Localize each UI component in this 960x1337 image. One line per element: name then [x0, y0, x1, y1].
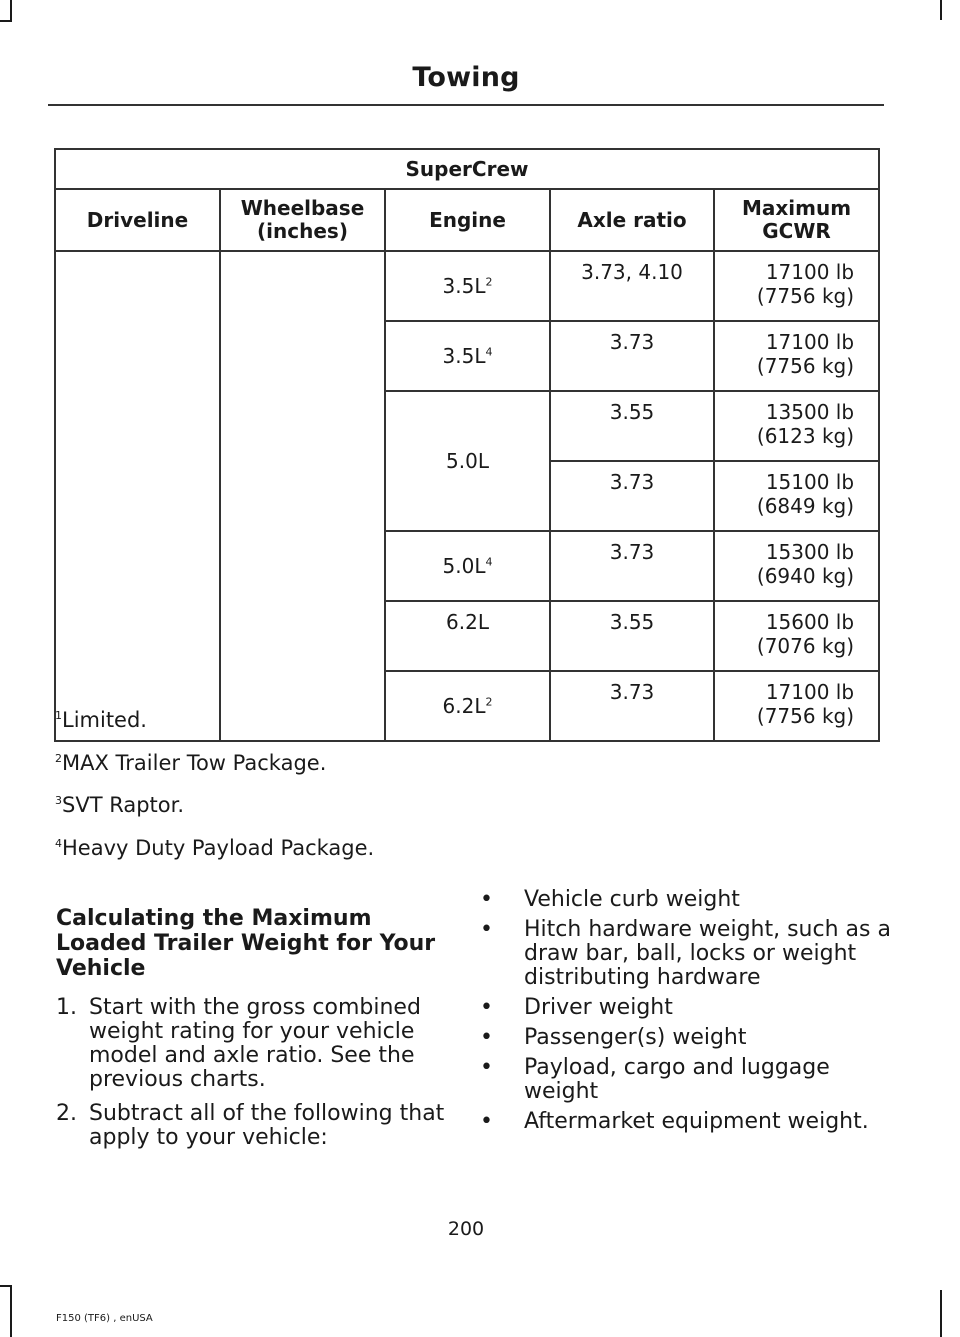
bullet-text: Vehicle curb weight — [524, 887, 740, 912]
list-item — [56, 996, 476, 1092]
gcwr-kg: (7076 kg) — [756, 634, 855, 658]
gcwr-cell — [714, 461, 879, 531]
gcwr-lb: 15100 lb — [765, 470, 855, 494]
list-item — [476, 996, 896, 1020]
bullet-text: Payload, cargo and luggage weight — [524, 1055, 830, 1104]
crop-mark-top-right — [940, 0, 942, 20]
gcwr-cell — [714, 391, 879, 461]
axle-cell: 3.73 — [550, 461, 714, 531]
gcwr-lb: 15600 lb — [765, 610, 855, 634]
engine-value: 5.0L — [446, 449, 489, 473]
list-item — [476, 1110, 896, 1134]
gcwr-kg: (7756 kg) — [756, 704, 855, 728]
bullet-dot-icon: • — [480, 1055, 493, 1080]
header-line: GCWR — [762, 219, 831, 243]
column-header-wheelbase — [220, 189, 385, 251]
table-header-row — [55, 189, 879, 251]
crop-mark-top-left-h — [0, 20, 12, 22]
table-row — [55, 251, 879, 321]
page-title: Towing — [412, 62, 520, 93]
list-item — [476, 1056, 896, 1104]
step-number: 1. — [56, 995, 77, 1020]
steps-list — [56, 996, 476, 1160]
footnote-number: 1 — [55, 709, 62, 722]
footnote-ref: 4 — [485, 345, 493, 359]
axle-cell: 3.73, 4.10 — [550, 251, 714, 321]
crop-mark-top-left — [10, 0, 12, 22]
gcwr-cell — [714, 601, 879, 671]
list-item — [476, 918, 896, 990]
bullet-text: Aftermarket equipment weight. — [524, 1109, 869, 1134]
footnote-number: 3 — [55, 794, 62, 807]
list-item — [476, 888, 896, 912]
engine-cell — [385, 601, 550, 671]
bullet-dot-icon: • — [480, 1109, 493, 1134]
header-line: Maximum — [741, 196, 852, 220]
gcwr-lb: 17100 lb — [765, 260, 855, 284]
axle-cell: 3.73 — [550, 321, 714, 391]
title-rule — [48, 104, 884, 106]
bullet-text: Hitch hardware weight, such as a draw bar, ball, locks or weight distributing hardware — [524, 917, 891, 990]
step-text: Start with the gross combined weight rating for your vehicle model and axle ratio. See the previous charts. — [89, 995, 421, 1092]
bullet-list — [476, 888, 896, 1140]
engine-cell — [385, 531, 550, 601]
bullet-dot-icon: • — [480, 887, 493, 912]
list-item — [56, 1102, 476, 1150]
list-item — [476, 1026, 896, 1050]
column-header-axle-ratio: Axle ratio — [550, 189, 714, 251]
engine-cell — [385, 671, 550, 741]
gcwr-kg: (7756 kg) — [756, 284, 855, 308]
footnote-text: Heavy Duty Payload Package. — [62, 836, 375, 860]
wheelbase-cell — [220, 251, 385, 741]
gcwr-cell — [714, 251, 879, 321]
footnote — [55, 708, 147, 732]
step-text: Subtract all of the following that apply to your vehicle: — [89, 1101, 445, 1150]
gcwr-lb: 17100 lb — [765, 680, 855, 704]
engine-value: 6.2L — [442, 694, 486, 718]
crop-mark-bottom-right — [940, 1290, 942, 1337]
crop-mark-bottom-left — [10, 1285, 12, 1337]
footnote-ref: 2 — [485, 275, 493, 289]
footnote-number: 2 — [55, 752, 62, 765]
gcwr-kg: (6123 kg) — [756, 424, 855, 448]
engine-value: 6.2L — [446, 610, 489, 634]
engine-cell — [385, 251, 550, 321]
gcwr-kg: (6940 kg) — [756, 564, 855, 588]
footnote-ref: 4 — [485, 555, 493, 569]
gcwr-lb: 13500 lb — [765, 400, 855, 424]
axle-cell: 3.73 — [550, 671, 714, 741]
bullet-dot-icon: • — [480, 1025, 493, 1050]
gcwr-cell — [714, 321, 879, 391]
column-header-driveline: Driveline — [55, 189, 220, 251]
gcwr-kg: (7756 kg) — [756, 354, 855, 378]
page-number: 200 — [447, 1218, 485, 1240]
bullet-dot-icon: • — [480, 995, 493, 1020]
gcwr-lb: 17100 lb — [765, 330, 855, 354]
axle-cell: 3.55 — [550, 601, 714, 671]
document-id: F150 (TF6) , enUSA — [56, 1313, 153, 1324]
bullet-text: Passenger(s) weight — [524, 1025, 747, 1050]
footnote-number: 4 — [55, 837, 62, 850]
engine-value: 3.5L — [442, 344, 486, 368]
footnote — [55, 751, 326, 775]
table-caption: SuperCrew — [55, 149, 879, 189]
column-header-engine: Engine — [385, 189, 550, 251]
gcwr-cell — [714, 671, 879, 741]
footnote-text: SVT Raptor. — [62, 793, 184, 817]
column-header-max-gcwr — [714, 189, 879, 251]
driveline-cell — [55, 251, 220, 741]
engine-value: 3.5L — [442, 274, 486, 298]
engine-value: 5.0L — [442, 554, 486, 578]
footnote-ref: 2 — [485, 695, 493, 709]
engine-cell — [385, 391, 550, 531]
footnote-text: MAX Trailer Tow Package. — [62, 751, 327, 775]
axle-cell: 3.55 — [550, 391, 714, 461]
footnote — [55, 836, 374, 860]
footnote-text: Limited. — [62, 708, 147, 732]
section-heading: Calculating the Maximum Loaded Trailer Weight for Your Vehicle — [56, 906, 436, 981]
header-line: (inches) — [257, 219, 348, 243]
engine-cell — [385, 321, 550, 391]
gcwr-cell — [714, 531, 879, 601]
footnote — [55, 793, 184, 817]
bullet-text: Driver weight — [524, 995, 673, 1020]
table-caption-row — [55, 149, 879, 189]
step-number: 2. — [56, 1101, 77, 1126]
towing-table — [54, 148, 880, 742]
gcwr-lb: 15300 lb — [765, 540, 855, 564]
crop-mark-bottom-left-h — [0, 1285, 12, 1287]
bullet-dot-icon: • — [480, 917, 493, 942]
header-line: Wheelbase — [240, 196, 365, 220]
axle-cell: 3.73 — [550, 531, 714, 601]
gcwr-kg: (6849 kg) — [756, 494, 855, 518]
